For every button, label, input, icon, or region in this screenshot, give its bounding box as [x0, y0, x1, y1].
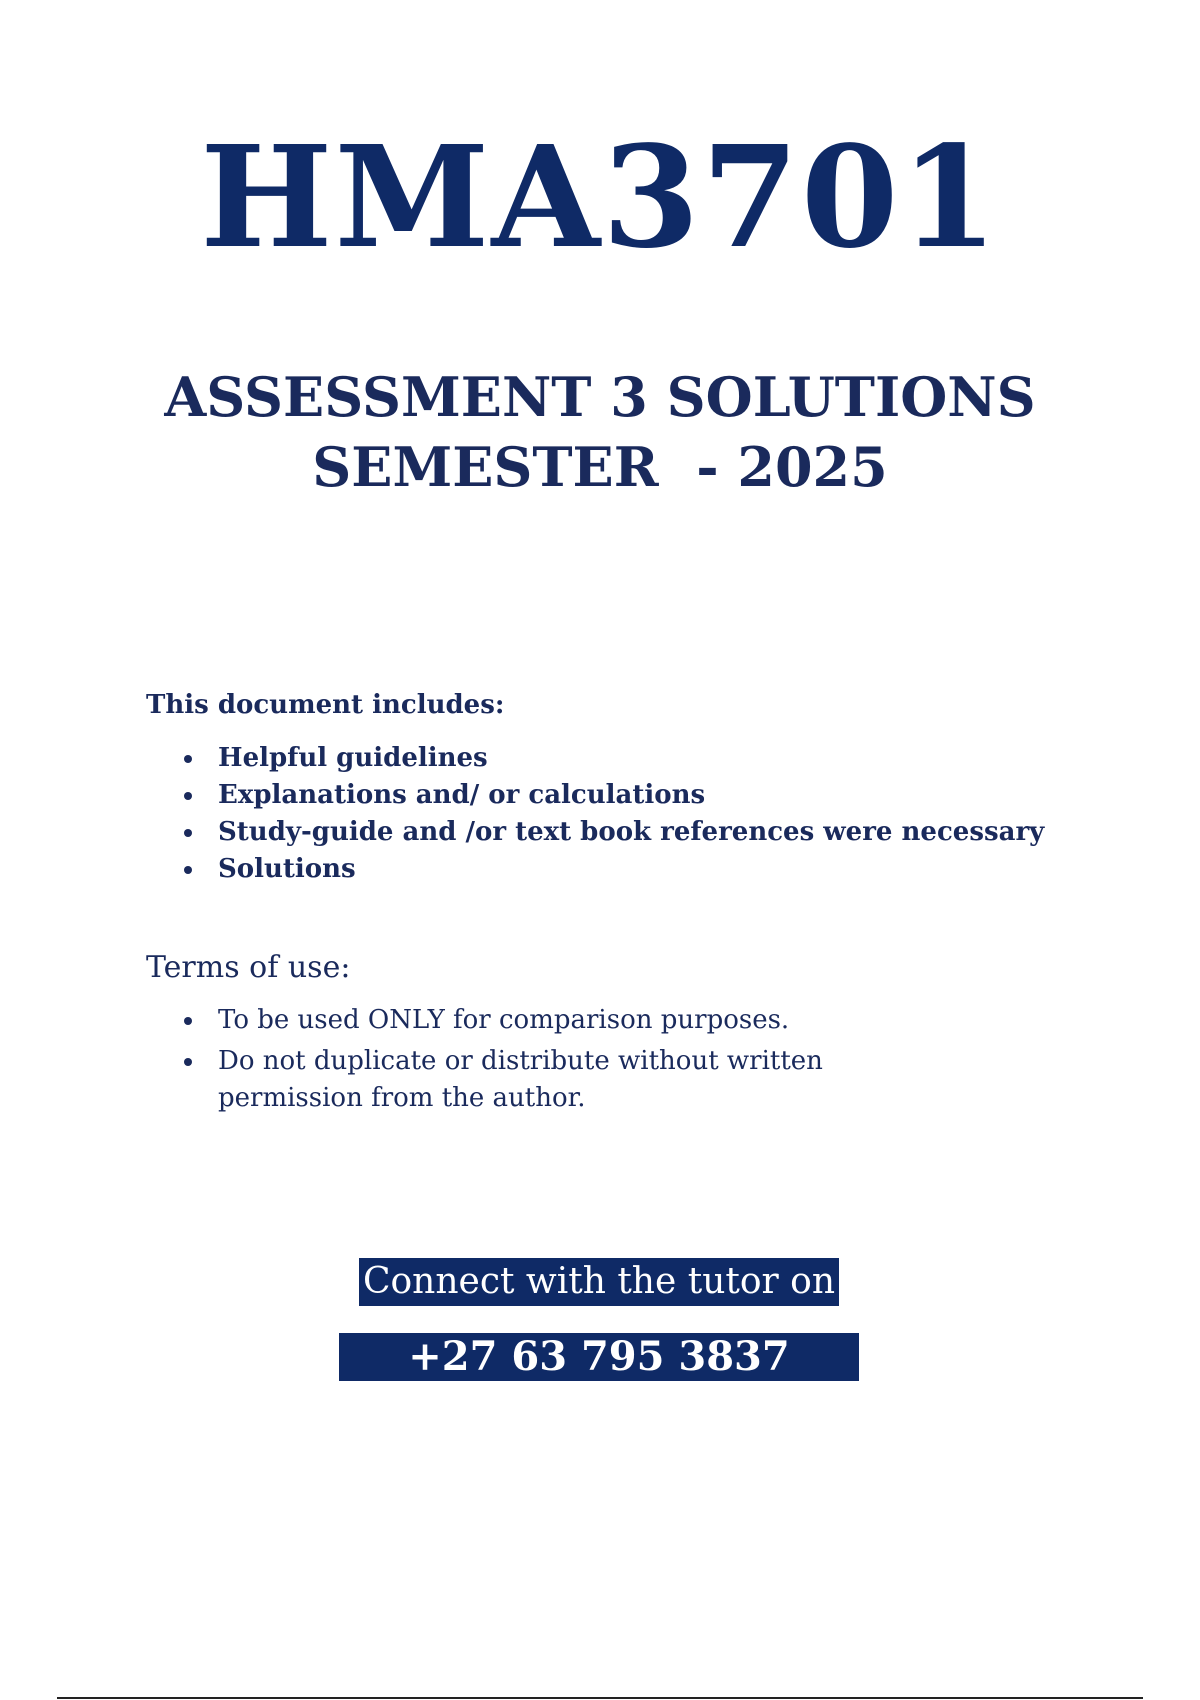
terms-heading: Terms of use: [146, 950, 351, 985]
footer-divider [57, 1697, 1143, 1699]
terms-section [146, 948, 1086, 1121]
subtitle-line-1: ASSESSMENT 3 SOLUTIONS [164, 365, 1036, 429]
includes-list [146, 740, 1086, 888]
subtitle-line-2: SEMESTER - 2025 [312, 435, 888, 499]
connect-label: Connect with the tutor on [359, 1258, 839, 1306]
list-item: To be used ONLY for comparison purposes. [218, 1002, 1086, 1039]
includes-section [146, 688, 1086, 888]
terms-list [146, 1002, 1086, 1117]
course-code-title: HMA3701 [200, 116, 1000, 280]
document-subtitle [0, 362, 1200, 502]
list-item: Do not duplicate or distribute without written permission from the author. [218, 1043, 938, 1117]
list-item: Study-guide and /or text book references were necessary [218, 814, 1086, 851]
list-item: Solutions [218, 851, 1086, 888]
phone-number: +27 63 795 3837 [339, 1333, 859, 1381]
includes-heading: This document includes: [146, 690, 505, 720]
list-item: Helpful guidelines [218, 740, 1086, 777]
list-item: Explanations and/ or calculations [218, 777, 1086, 814]
